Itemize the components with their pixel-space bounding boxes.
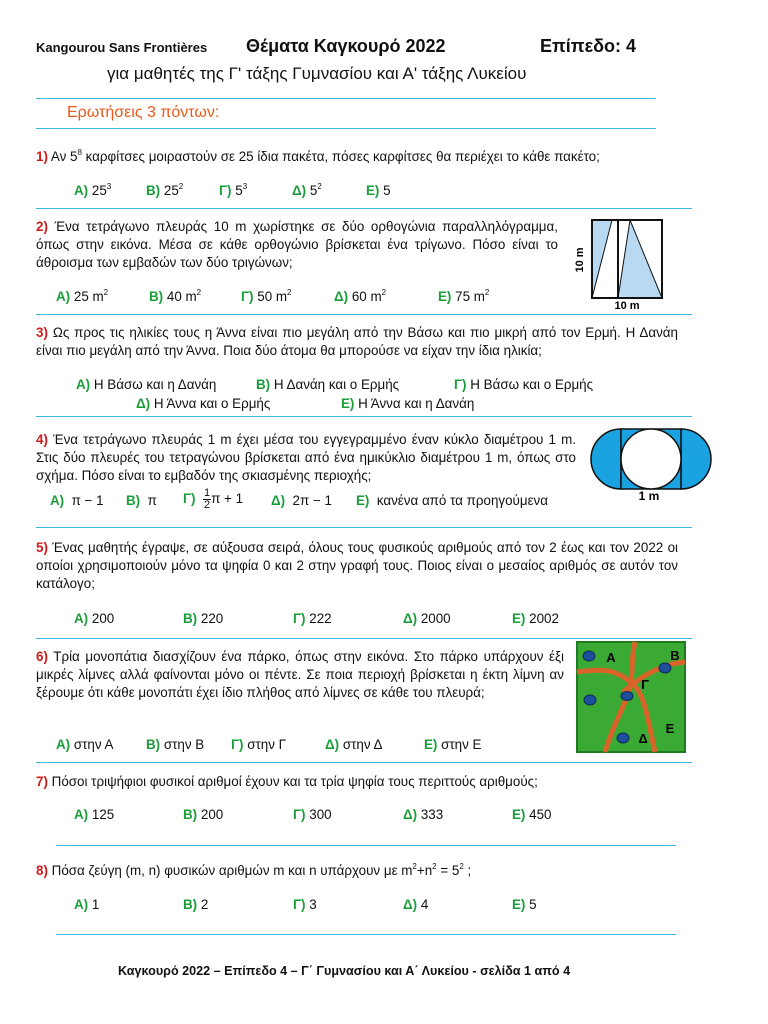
rule <box>56 845 676 846</box>
question-3 <box>36 324 678 360</box>
option-e[interactable]: Ε) 450 <box>512 807 552 822</box>
region-label: Β <box>670 648 680 663</box>
option-c[interactable]: Γ) Η Βάσω και ο Ερμής <box>454 377 594 392</box>
option-d[interactable]: Δ) 2000 <box>403 611 451 626</box>
question-text: καρφίτσες μοιραστούν σε 25 ίδια πακέτα, πόσες καρφίτσες θα περιέχει το κάθε πακέτο; <box>81 149 600 164</box>
question-text: Αν 5 <box>50 149 78 164</box>
option-b[interactable]: Β) Η Δανάη και ο Ερμής <box>256 377 400 392</box>
option-c[interactable]: Γ) $5^3$ <box>219 182 248 198</box>
header-title: Θέματα Καγκουρό 2022 <box>246 36 446 56</box>
header-subtitle: για μαθητές της Γ' τάξης Γυμνασίου και Α' τάξης Λυκείου <box>107 64 527 83</box>
region-label: Ε <box>665 721 675 736</box>
option-e[interactable]: Ε) 75 $m^2$ <box>438 288 490 304</box>
fraction: $\frac{1}{2}$ <box>203 487 211 511</box>
option-d[interactable]: Δ) 4 <box>403 897 429 912</box>
question-number: 2) <box>36 219 48 234</box>
rule <box>56 934 676 935</box>
option-a[interactable]: Α) 25 $m^2$ <box>56 288 109 304</box>
question-4 <box>36 431 576 485</box>
option-c[interactable]: Γ) 222 <box>293 611 332 626</box>
question-number: 4) <box>36 432 48 447</box>
rule <box>36 527 692 528</box>
question-7 <box>36 773 678 791</box>
option-b[interactable]: Β) $25^2$ <box>146 182 184 198</box>
split-square-figure <box>572 212 670 312</box>
option-d[interactable]: Δ) Η Άννα και ο Ερμής <box>136 396 271 411</box>
rule <box>36 762 692 763</box>
region-label: Α <box>606 650 616 665</box>
option-e[interactable]: Ε) 2002 <box>512 611 559 626</box>
question-text: Ένας μαθητής έγραψε, σε αύξουσα σειρά, όλους τους φυσικούς αριθμούς από τον 2 έως και τον 2022 οι οποίοι χρησιμοποιούν μόνο τα ψηφία 0 και 2 στην γραφή τους. Ποιος είναι ο μεσαίος αριθμός σε αυτόν τον κατάλογο; <box>36 540 678 591</box>
question-number: 3) <box>36 325 48 340</box>
rule <box>36 416 692 417</box>
question-8: 8) Πόσα ζεύγη (m, n) φυσικών αριθμών m και n υπάρχουν με $m^2+n^2 = 5^2$ ; <box>36 862 472 878</box>
option-b[interactable]: Β) στην Β <box>146 737 205 752</box>
rule <box>36 208 692 209</box>
option-e[interactable]: Ε) 5 <box>366 183 391 198</box>
option-d[interactable]: Δ) 333 <box>403 807 444 822</box>
header-level: Επίπεδο: 4 <box>540 36 637 56</box>
option-b[interactable]: Β) π <box>126 493 157 508</box>
exponent: 8 <box>77 148 82 157</box>
question-text: Ως προς τις ηλικίες τους η Άννα είναι πιο μεγάλη από την Βάσω και πιο μικρή από τον Ερμή. Η Δανάη είναι πιο μεγάλη από την Άννα. Ποια δύο άτομα θα μπορούσε να είχαν την ίδια ηλικία; <box>36 325 678 358</box>
option-a[interactable]: Α) $25^3$ <box>74 182 112 198</box>
option-b[interactable]: Β) 40 $m^2$ <box>149 288 202 304</box>
option-c[interactable]: Γ) 300 <box>293 807 332 822</box>
question-number: 6) <box>36 649 48 664</box>
question-text: Ένα τετράγωνο πλευράς 1 m έχει μέσα του εγγεγραμμένο έναν κύκλο διαμέτρου 1 m. Στις δύο πλευρές του τετραγώνου βρίσκεται από ένα ημικύκλιο διαμέτρου 1 m, όπως στο σχήμα. Πόσο είναι το εμβαδόν της σκιασμένης περιοχής; <box>36 432 576 483</box>
option-e[interactable]: Ε) κανένα από τα προηγούμενα <box>356 493 548 508</box>
question-number: 7) <box>36 774 48 789</box>
option-c[interactable]: Γ) $\frac{1}{2}$ π + 1 <box>183 487 244 511</box>
question-number: 8) <box>36 863 48 878</box>
option-a[interactable]: Α) 200 <box>74 611 115 626</box>
option-d[interactable]: Δ) 2π − 1 <box>271 493 332 508</box>
option-e[interactable]: Ε) στην Ε <box>424 737 482 752</box>
park-map-figure <box>575 640 687 754</box>
question-text: Πόσα ζεύγη (m, n) φυσικών αριθμών m και n υπάρχουν με m <box>51 863 413 878</box>
question-6 <box>36 648 564 702</box>
header-org: Kangourou Sans Frontières <box>36 40 208 55</box>
region-label: Γ <box>641 677 649 692</box>
option-a[interactable]: Α) 1 <box>74 897 100 912</box>
option-a[interactable]: Α) π − 1 <box>50 493 104 508</box>
question-text: Ένα τετράγωνο πλευράς 10 m χωρίστηκε σε δύο ορθογώνια παραλληλόγραμμα, όπως στην εικόνα. Μέσα σε κάθε ορθογώνιο βρίσκεται ένα τρίγωνο. Πόσο είναι το άθροισμα των εμβαδών των δύο τριγώνων; <box>36 219 558 270</box>
option-c[interactable]: Γ) 50 $m^2$ <box>241 288 292 304</box>
option-e[interactable]: Ε) Η Άννα και η Δανάη <box>341 396 475 411</box>
option-a[interactable]: Α) Η Βάσω και η Δανάη <box>76 377 217 392</box>
fig-size-label: 1 m <box>638 489 660 503</box>
option-c[interactable]: Γ) στην Γ <box>231 737 287 752</box>
option-c[interactable]: Γ) 3 <box>293 897 317 912</box>
question-1 <box>36 148 656 166</box>
option-e[interactable]: Ε) 5 <box>512 897 537 912</box>
question-number: 5) <box>36 540 48 555</box>
rule <box>36 638 692 639</box>
rule <box>36 128 656 129</box>
option-a[interactable]: Α) 125 <box>74 807 115 822</box>
section-title: Ερωτήσεις 3 πόντων: <box>67 104 220 121</box>
fig-bottom-label: 10 m <box>614 300 640 312</box>
region-label: Δ <box>638 731 648 746</box>
circle-semicircle-figure <box>583 425 715 503</box>
option-b[interactable]: Β) 2 <box>183 897 209 912</box>
question-text: Τρία μονοπάτια διασχίζουν ένα πάρκο, όπως στην εικόνα. Στο πάρκο υπάρχουν έξι μικρές λίμνες αλλά φαίνονται μόνο οι πέντε. Σε ποια περιοχή βρίσκεται η έκτη λίμνη αν ξέρουμε ότι κάθε μονοπάτι έχει ίδιο πλήθος από λίμνες σε κάθε του πλευρά; <box>36 649 564 700</box>
question-text: Πόσοι τριψήφιοι φυσικοί αριθμοί έχουν και τα τρία ψηφία τους περιττούς αριθμούς; <box>51 774 538 789</box>
option-d[interactable]: Δ) 60 $m^2$ <box>334 288 387 304</box>
option-a[interactable]: Α) στην Α <box>56 737 114 752</box>
question-2 <box>36 218 558 272</box>
rule <box>36 314 692 315</box>
option-d[interactable]: Δ) $5^2$ <box>292 182 322 198</box>
fig-side-label: 10 m <box>574 247 586 273</box>
option-b[interactable]: Β) 220 <box>183 611 224 626</box>
question-5 <box>36 539 678 593</box>
option-d[interactable]: Δ) στην Δ <box>325 737 383 752</box>
rule <box>36 98 656 99</box>
question-number: 1) <box>36 149 48 164</box>
option-b[interactable]: Β) 200 <box>183 807 224 822</box>
page-footer: Καγκουρό 2022 – Επίπεδο 4 – Γ΄ Γυμνασίου και Α΄ Λυκείου - σελίδα 1 από 4 <box>118 964 571 978</box>
